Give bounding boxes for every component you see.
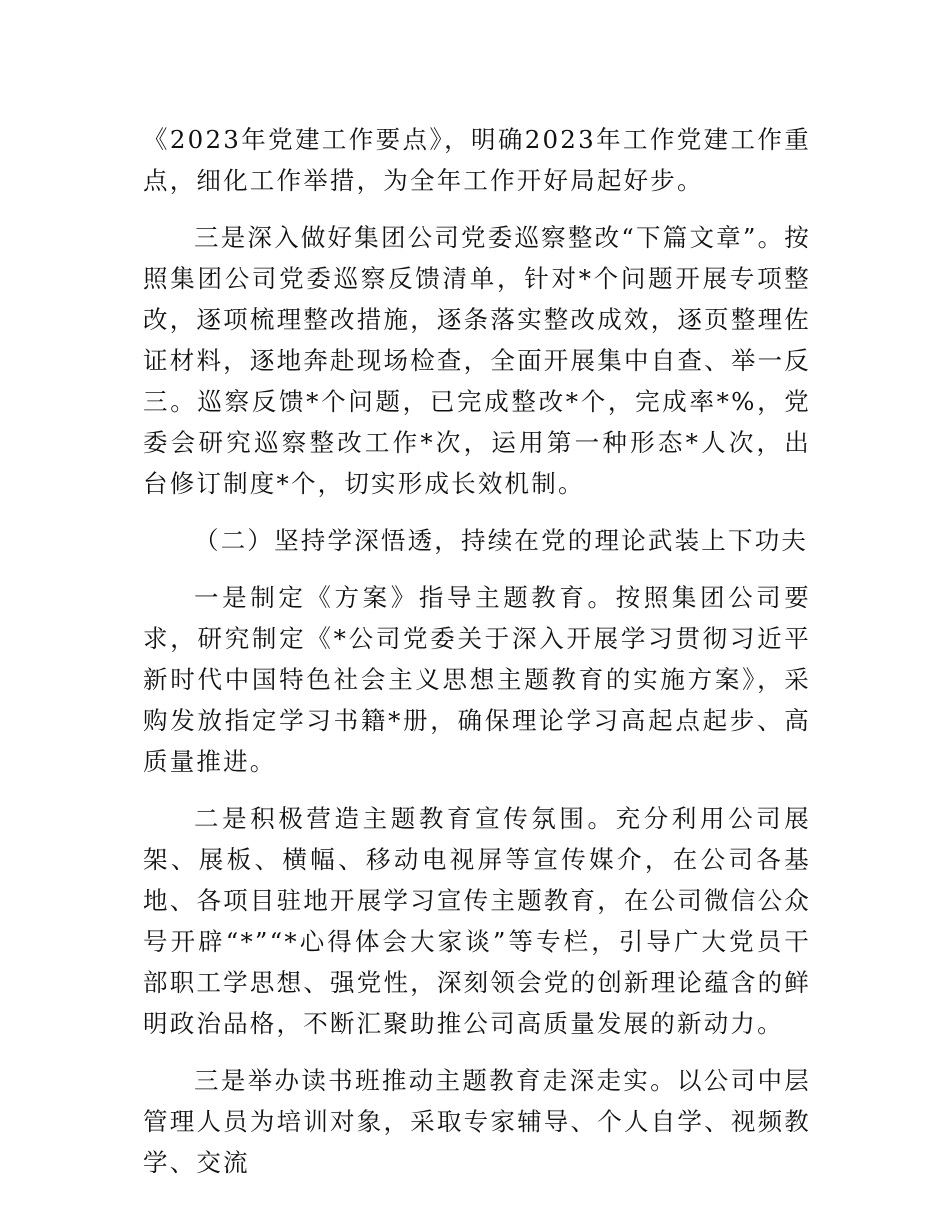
section-heading: （二）坚持学深悟透，持续在党的理论武装上下功夫 <box>194 526 809 555</box>
paragraph-plan: 一是制定《方案》指导主题教育。按照集团公司要求，研究制定《*公司党委关于深入开展学习贯彻习近平新时代中国特色社会主义思想主题教育的实施方案》，采购发放指定学习书籍*册，确保理论学习高起点起步、高质量推进。 <box>143 583 811 776</box>
paragraph-inspection-rectification: 三是深入做好集团公司党委巡察整改“下篇文章”。按照集团公司党委巡察反馈清单，针对*个问题开展专项整改，逐项梳理整改措施，逐条落实整改成效，逐页整理佐证材料，逐地奔赴现场检查，全面开展集中自查、举一反三。巡察反馈*个问题，已完成整改*个，完成率*%，党委会研究巡察整改工作*次，运用第一种形态*人次，出台修订制度*个，切实形成长效机制。 <box>143 223 811 498</box>
document-body <box>143 119 811 1183</box>
paragraph-continuation: 《2023年党建工作要点》，明确2023年工作党建工作重点，细化工作举措，为全年工作开好局起好步。 <box>143 125 811 195</box>
paragraph-publicity: 二是积极营造主题教育宣传氛围。充分利用公司展架、展板、横幅、移动电视屏等宣传媒介，在公司各基地、各项目驻地开展学习宣传主题教育，在公司微信公众号开辟“*”“*心得体会大家谈”等专栏，引导广大党员干部职工学思想、强党性，深刻领会党的创新理论蕴含的鲜明政治品格，不断汇聚助推公司高质量发展的新动力。 <box>143 804 811 1038</box>
paragraph-reading-class: 三是举办读书班推动主题教育走深走实。以公司中层管理人员为培训对象，采取专家辅导、个人自学、视频教学、交流 <box>143 1066 811 1177</box>
